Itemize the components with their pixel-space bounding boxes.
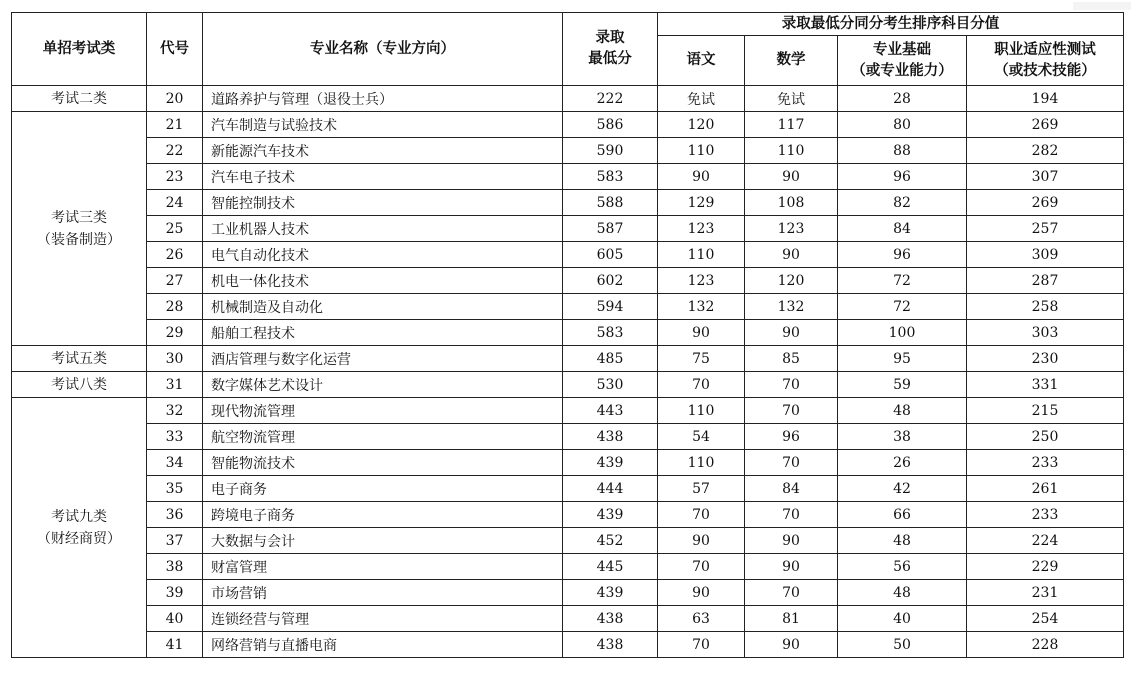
cell-min-score: 530: [563, 372, 658, 398]
cell-chinese: 90: [658, 164, 745, 190]
header-basics-line1: 专业基础: [873, 41, 931, 58]
cell-math: 90: [745, 320, 838, 346]
cell-chinese: 120: [658, 112, 745, 138]
cell-code: 41: [147, 632, 203, 658]
cell-category: [12, 346, 147, 372]
cell-basics: 66: [838, 502, 967, 528]
table-row: [12, 86, 1124, 112]
cell-basics: 84: [838, 216, 967, 242]
cell-chinese: 123: [658, 216, 745, 242]
cell-aptitude: 257: [967, 216, 1124, 242]
cell-basics: 82: [838, 190, 967, 216]
cell-basics: 72: [838, 294, 967, 320]
cell-basics: 48: [838, 398, 967, 424]
cell-code: 32: [147, 398, 203, 424]
cell-min-score: 438: [563, 424, 658, 450]
cell-code: 30: [147, 346, 203, 372]
cell-major: 汽车电子技术: [203, 164, 563, 190]
table-row: [12, 112, 1124, 138]
cell-aptitude: 194: [967, 86, 1124, 112]
cell-aptitude: 269: [967, 190, 1124, 216]
cell-chinese: 70: [658, 632, 745, 658]
cell-aptitude: 282: [967, 138, 1124, 164]
header-ranking-group: 录取最低分同分考生排序科目分值: [658, 13, 1124, 36]
cell-chinese: 70: [658, 554, 745, 580]
cell-chinese: 110: [658, 242, 745, 268]
table-row: [12, 268, 1124, 294]
table-row: [12, 242, 1124, 268]
cell-aptitude: 228: [967, 632, 1124, 658]
header-basics: [838, 36, 967, 86]
header-basics-line2: （或专业能力）: [851, 62, 953, 79]
table-row: [12, 164, 1124, 190]
cell-aptitude: 229: [967, 554, 1124, 580]
cell-math: 81: [745, 606, 838, 632]
cell-min-score: 583: [563, 320, 658, 346]
cell-math: 70: [745, 398, 838, 424]
cell-basics: 88: [838, 138, 967, 164]
cell-major: 智能物流技术: [203, 450, 563, 476]
cell-major: 数字媒体艺术设计: [203, 372, 563, 398]
category-line: 考试三类: [51, 209, 107, 226]
cell-basics: 48: [838, 580, 967, 606]
table-row: [12, 138, 1124, 164]
category-line: 考试八类: [51, 376, 107, 393]
cell-aptitude: 309: [967, 242, 1124, 268]
cell-aptitude: 224: [967, 528, 1124, 554]
cell-code: 25: [147, 216, 203, 242]
cell-major: 电子商务: [203, 476, 563, 502]
cell-basics: 26: [838, 450, 967, 476]
table-row: [12, 632, 1124, 658]
table-row: [12, 502, 1124, 528]
cell-min-score: 443: [563, 398, 658, 424]
cell-aptitude: 261: [967, 476, 1124, 502]
cell-math: 90: [745, 528, 838, 554]
table-row: [12, 216, 1124, 242]
header-aptitude-line2: （或技术技能）: [994, 62, 1096, 79]
cell-chinese: 70: [658, 372, 745, 398]
cell-code: 26: [147, 242, 203, 268]
category-line: 考试九类: [51, 508, 107, 525]
cell-math: 110: [745, 138, 838, 164]
cell-code: 28: [147, 294, 203, 320]
cell-min-score: 438: [563, 606, 658, 632]
cell-math: 117: [745, 112, 838, 138]
table-header: [12, 13, 1124, 86]
cell-chinese: 132: [658, 294, 745, 320]
cell-major: 网络营销与直播电商: [203, 632, 563, 658]
cell-chinese: 110: [658, 450, 745, 476]
cell-category: [12, 398, 147, 658]
cell-basics: 72: [838, 268, 967, 294]
cell-aptitude: 258: [967, 294, 1124, 320]
cell-code: 37: [147, 528, 203, 554]
cell-major: 航空物流管理: [203, 424, 563, 450]
admission-score-table: [11, 12, 1124, 658]
cell-chinese: 123: [658, 268, 745, 294]
cell-chinese: 70: [658, 502, 745, 528]
cell-basics: 95: [838, 346, 967, 372]
cell-math: 90: [745, 554, 838, 580]
cell-math: 70: [745, 580, 838, 606]
cell-major: 电气自动化技术: [203, 242, 563, 268]
cell-major: 财富管理: [203, 554, 563, 580]
category-line: 考试二类: [51, 90, 107, 107]
cell-major: 智能控制技术: [203, 190, 563, 216]
cell-code: 36: [147, 502, 203, 528]
cell-major: 机械制造及自动化: [203, 294, 563, 320]
cell-chinese: 免试: [658, 86, 745, 112]
table-row: [12, 372, 1124, 398]
cell-code: 35: [147, 476, 203, 502]
cell-major: 大数据与会计: [203, 528, 563, 554]
cell-chinese: 75: [658, 346, 745, 372]
cell-code: 33: [147, 424, 203, 450]
header-min-score-line1: 录取: [595, 30, 625, 46]
cell-math: 84: [745, 476, 838, 502]
cell-major: 酒店管理与数字化运营: [203, 346, 563, 372]
header-aptitude: [967, 36, 1124, 86]
cell-basics: 96: [838, 242, 967, 268]
cell-major: 现代物流管理: [203, 398, 563, 424]
cell-chinese: 110: [658, 138, 745, 164]
cell-chinese: 90: [658, 580, 745, 606]
cell-major: 机电一体化技术: [203, 268, 563, 294]
cell-category: [12, 112, 147, 346]
cell-basics: 48: [838, 528, 967, 554]
cell-aptitude: 287: [967, 268, 1124, 294]
table-row: [12, 580, 1124, 606]
cell-aptitude: 231: [967, 580, 1124, 606]
table-row: [12, 606, 1124, 632]
table-row: [12, 190, 1124, 216]
cell-code: 31: [147, 372, 203, 398]
cell-category: [12, 86, 147, 112]
cell-aptitude: 250: [967, 424, 1124, 450]
cell-chinese: 54: [658, 424, 745, 450]
cell-major: 汽车制造与试验技术: [203, 112, 563, 138]
cell-min-score: 444: [563, 476, 658, 502]
table-row: [12, 320, 1124, 346]
corner-mark: [1073, 2, 1131, 10]
cell-basics: 59: [838, 372, 967, 398]
cell-basics: 96: [838, 164, 967, 190]
cell-min-score: 452: [563, 528, 658, 554]
cell-math: 70: [745, 502, 838, 528]
cell-min-score: 605: [563, 242, 658, 268]
table-row: [12, 398, 1124, 424]
cell-basics: 28: [838, 86, 967, 112]
cell-min-score: 445: [563, 554, 658, 580]
cell-chinese: 90: [658, 528, 745, 554]
cell-basics: 42: [838, 476, 967, 502]
cell-basics: 100: [838, 320, 967, 346]
cell-math: 108: [745, 190, 838, 216]
cell-code: 23: [147, 164, 203, 190]
cell-math: 123: [745, 216, 838, 242]
cell-code: 22: [147, 138, 203, 164]
cell-basics: 38: [838, 424, 967, 450]
cell-basics: 40: [838, 606, 967, 632]
cell-min-score: 602: [563, 268, 658, 294]
header-major: 专业名称（专业方向）: [203, 13, 563, 86]
cell-math: 70: [745, 450, 838, 476]
table-row: [12, 346, 1124, 372]
cell-code: 34: [147, 450, 203, 476]
cell-code: 27: [147, 268, 203, 294]
cell-basics: 56: [838, 554, 967, 580]
cell-min-score: 587: [563, 216, 658, 242]
cell-aptitude: 233: [967, 450, 1124, 476]
cell-math: 70: [745, 372, 838, 398]
cell-min-score: 439: [563, 502, 658, 528]
cell-min-score: 439: [563, 580, 658, 606]
cell-math: 90: [745, 632, 838, 658]
cell-aptitude: 233: [967, 502, 1124, 528]
header-chinese: 语文: [658, 36, 745, 86]
cell-code: 29: [147, 320, 203, 346]
header-category: 单招考试类: [12, 13, 147, 86]
cell-min-score: 590: [563, 138, 658, 164]
cell-chinese: 110: [658, 398, 745, 424]
cell-min-score: 438: [563, 632, 658, 658]
table-row: [12, 450, 1124, 476]
table-row: [12, 424, 1124, 450]
cell-aptitude: 331: [967, 372, 1124, 398]
cell-major: 船舶工程技术: [203, 320, 563, 346]
cell-math: 85: [745, 346, 838, 372]
cell-major: 新能源汽车技术: [203, 138, 563, 164]
cell-min-score: 594: [563, 294, 658, 320]
cell-major: 市场营销: [203, 580, 563, 606]
cell-min-score: 583: [563, 164, 658, 190]
cell-math: 免试: [745, 86, 838, 112]
cell-code: 21: [147, 112, 203, 138]
cell-code: 39: [147, 580, 203, 606]
cell-code: 20: [147, 86, 203, 112]
cell-category: [12, 372, 147, 398]
cell-aptitude: 303: [967, 320, 1124, 346]
table-row: [12, 554, 1124, 580]
cell-major: 连锁经营与管理: [203, 606, 563, 632]
cell-aptitude: 230: [967, 346, 1124, 372]
cell-math: 120: [745, 268, 838, 294]
cell-major: 道路养护与管理（退役士兵）: [203, 86, 563, 112]
cell-min-score: 586: [563, 112, 658, 138]
header-aptitude-line1: 职业适应性测试: [994, 41, 1096, 58]
cell-basics: 80: [838, 112, 967, 138]
cell-aptitude: 215: [967, 398, 1124, 424]
cell-aptitude: 269: [967, 112, 1124, 138]
table-row: [12, 294, 1124, 320]
table-row: [12, 476, 1124, 502]
category-line: （财经商贸）: [37, 530, 121, 547]
cell-math: 96: [745, 424, 838, 450]
cell-math: 90: [745, 164, 838, 190]
header-min-score-line2: 最低分: [588, 51, 632, 67]
cell-code: 38: [147, 554, 203, 580]
cell-major: 工业机器人技术: [203, 216, 563, 242]
cell-chinese: 57: [658, 476, 745, 502]
cell-aptitude: 307: [967, 164, 1124, 190]
cell-math: 132: [745, 294, 838, 320]
header-math: 数学: [745, 36, 838, 86]
header-code: 代号: [147, 13, 203, 86]
cell-min-score: 222: [563, 86, 658, 112]
cell-major: 跨境电子商务: [203, 502, 563, 528]
cell-code: 40: [147, 606, 203, 632]
cell-math: 90: [745, 242, 838, 268]
category-line: 考试五类: [51, 350, 107, 367]
cell-basics: 50: [838, 632, 967, 658]
cell-min-score: 439: [563, 450, 658, 476]
table-body: [12, 86, 1124, 658]
category-line: （装备制造）: [37, 231, 121, 248]
cell-min-score: 588: [563, 190, 658, 216]
cell-code: 24: [147, 190, 203, 216]
table-row: [12, 528, 1124, 554]
cell-chinese: 90: [658, 320, 745, 346]
cell-chinese: 129: [658, 190, 745, 216]
header-min-score: [563, 13, 658, 86]
cell-min-score: 485: [563, 346, 658, 372]
cell-aptitude: 254: [967, 606, 1124, 632]
cell-chinese: 63: [658, 606, 745, 632]
